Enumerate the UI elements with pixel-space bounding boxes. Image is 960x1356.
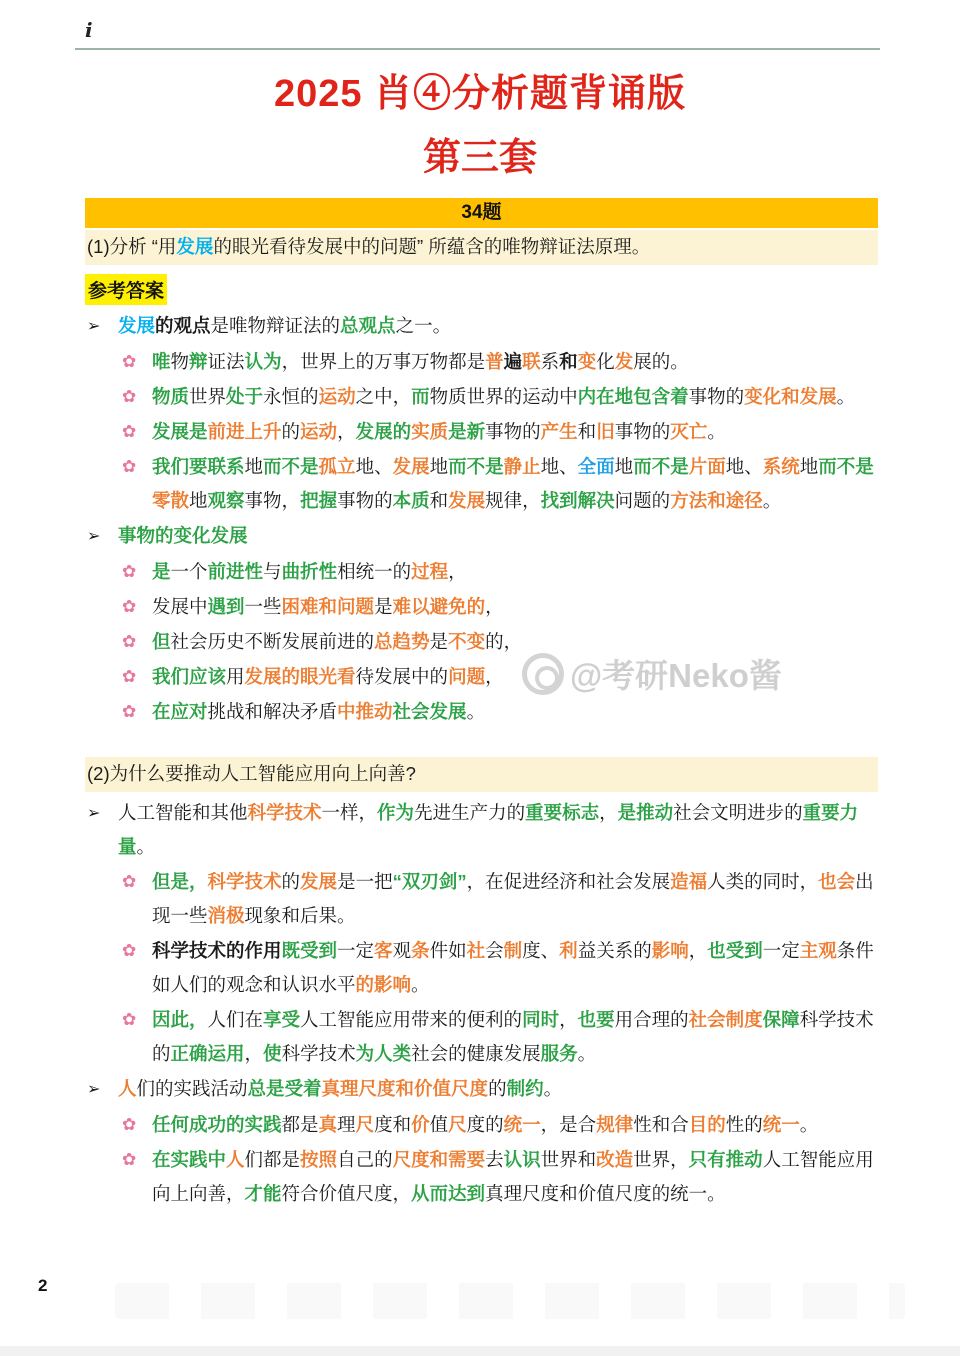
text-segment: 而不是	[818, 456, 874, 477]
text-segment: 事物的变化发展	[118, 525, 248, 546]
text-segment: 找到解决	[540, 490, 615, 511]
text-segment: 理	[337, 1114, 356, 1135]
text-segment: 因此，	[152, 1009, 208, 1030]
text-segment: 享受	[263, 1009, 301, 1030]
text-segment: 发展的眼光看	[244, 666, 356, 687]
text-segment: 地	[244, 456, 264, 477]
text-segment: 是	[152, 561, 171, 582]
text-segment: 社会发展	[392, 701, 467, 722]
text-segment: 发展	[300, 871, 338, 892]
text-segment: 真理尺度和价值尺度的统一。	[485, 1183, 726, 1204]
text-segment: 运动	[300, 421, 338, 442]
answer-text	[152, 590, 878, 624]
text-segment: 科学技术的	[152, 1009, 874, 1064]
text-segment: 一定	[762, 940, 800, 961]
text-segment: 会	[485, 940, 504, 961]
text-segment: 但	[152, 631, 171, 652]
text-segment: 新	[466, 421, 486, 442]
text-segment: 零散	[152, 490, 190, 511]
text-segment: 。	[543, 1078, 563, 1099]
text-segment: 的	[281, 871, 301, 892]
text-segment: 事物的	[688, 386, 745, 407]
answer-text	[118, 309, 878, 343]
text-segment: 作为	[377, 802, 415, 823]
answer-text	[152, 660, 878, 694]
text-segment: ，	[599, 802, 618, 823]
flower-bullet-icon: ✿	[122, 597, 137, 616]
text-segment: 把握	[300, 490, 338, 511]
answer-point-sub	[122, 625, 878, 659]
flower-bullet-icon: ✿	[122, 352, 137, 371]
text-segment: 而不是	[263, 456, 319, 477]
flower-bullet-icon: ✿	[122, 387, 137, 406]
text-segment: 待发展中的	[355, 666, 449, 687]
text-segment: 才能	[244, 1183, 282, 1204]
text-segment: 性的	[725, 1114, 763, 1135]
text-segment: 认为	[244, 351, 282, 372]
answer-text	[152, 625, 878, 659]
text-segment: 问题的	[614, 490, 671, 511]
flower-bullet-icon: ✿	[122, 1010, 137, 1029]
text-segment: (2)为什么要推动人工智能应用向上向善?	[87, 763, 416, 784]
text-segment: 观	[392, 940, 412, 961]
answer-point-main	[87, 796, 878, 864]
question-1-prompt	[85, 230, 878, 265]
text-segment: 都是	[281, 1114, 319, 1135]
text-segment: 实质	[411, 421, 449, 442]
text-segment: 规律，	[485, 490, 541, 511]
answer-text	[152, 555, 878, 589]
text-segment: 益关系的	[577, 940, 652, 961]
answer-point-sub	[122, 660, 878, 694]
text-segment: 也受到	[707, 940, 763, 961]
text-segment: 唯	[152, 351, 171, 372]
flower-bullet-icon: ✿	[122, 941, 137, 960]
text-segment: 地	[189, 490, 208, 511]
text-segment: 制约	[506, 1078, 544, 1099]
text-segment: 同时	[522, 1009, 560, 1030]
answer-text	[152, 345, 878, 379]
answer-text	[152, 450, 878, 518]
text-segment: 人	[118, 1078, 137, 1099]
answer-text	[152, 1003, 878, 1071]
text-segment: 问题	[448, 666, 486, 687]
text-segment: 也要	[577, 1009, 615, 1030]
text-segment: 而	[411, 386, 430, 407]
text-segment: 影响	[651, 940, 689, 961]
text-segment: 运动	[318, 386, 356, 407]
text-segment: 地	[614, 456, 634, 477]
text-segment: ，	[559, 1009, 578, 1030]
answer-point-sub	[122, 934, 878, 1002]
answer-point-sub	[122, 1108, 878, 1142]
text-segment: 的眼光看待发展中的问题” 所蕴含的唯物辩证法原理。	[213, 236, 651, 257]
page-subtitle: 第三套	[422, 137, 537, 179]
answer-point-sub	[122, 555, 878, 589]
flower-bullet-icon: ✿	[122, 422, 137, 441]
text-segment: 的，	[485, 631, 523, 652]
text-segment: 制	[503, 940, 523, 961]
text-segment: 也会	[818, 871, 856, 892]
text-segment: 的	[281, 421, 301, 442]
text-segment: 。	[136, 836, 156, 857]
text-segment: 遍	[503, 351, 523, 372]
text-segment: 科学技术	[247, 802, 322, 823]
text-segment: 自己的	[337, 1149, 393, 1170]
text-segment: 先进生产力的	[414, 802, 526, 823]
text-segment: 方法和途径	[670, 490, 763, 511]
text-segment: 们都是	[244, 1149, 301, 1170]
text-segment: 的影响	[355, 974, 412, 995]
text-segment: 发展	[118, 315, 156, 336]
text-segment: 人工智能和其他	[118, 802, 248, 823]
header-divider	[75, 48, 880, 50]
flower-bullet-icon: ✿	[122, 1150, 137, 1169]
text-segment: 化	[596, 351, 615, 372]
text-segment: 从而达到	[411, 1183, 486, 1204]
text-segment: 度、	[522, 940, 560, 961]
answer-text	[152, 865, 878, 933]
text-segment: 造福	[670, 871, 708, 892]
flower-bullet-icon: ✿	[122, 872, 137, 891]
arrow-bullet-icon: ➢	[87, 528, 101, 545]
text-segment: 发展是	[152, 421, 208, 442]
text-segment: 是	[429, 631, 449, 652]
text-segment: 中推动	[337, 701, 393, 722]
text-segment: 目的	[688, 1114, 726, 1135]
text-segment: 认识	[503, 1149, 541, 1170]
text-segment: 为人类	[355, 1043, 412, 1064]
text-segment: 是唯物辩证法的	[210, 315, 341, 336]
answer-text	[118, 1072, 878, 1106]
answer-point-sub	[122, 1003, 878, 1071]
text-segment: 发展的	[355, 421, 412, 442]
text-segment: 主观	[799, 940, 837, 961]
text-segment: 符合价值尺度，	[281, 1183, 412, 1204]
answer-point-main	[87, 1072, 878, 1107]
text-segment: 。	[762, 490, 782, 511]
text-segment: 地	[429, 456, 449, 477]
text-segment: 世界和	[540, 1149, 597, 1170]
text-segment: 科学技术	[281, 1043, 356, 1064]
text-segment: 和	[559, 351, 578, 372]
answer-point-sub	[122, 590, 878, 624]
text-segment: 前进上升	[207, 421, 282, 442]
text-segment: 度的	[466, 1114, 504, 1135]
text-segment: 过程	[411, 561, 449, 582]
text-segment: 世界	[189, 386, 227, 407]
flower-bullet-icon: ✿	[122, 562, 137, 581]
text-segment: 社会历史不断发展前进的	[170, 631, 375, 652]
text-segment: 处于	[226, 386, 264, 407]
text-segment: 和	[429, 490, 449, 511]
text-segment: ，	[337, 421, 356, 442]
text-segment: 总是受着	[247, 1078, 322, 1099]
answer-point-main	[87, 309, 878, 344]
text-segment: 发展	[176, 236, 214, 257]
text-segment: 条	[411, 940, 430, 961]
text-segment: 既受到	[281, 940, 338, 961]
answer-text	[152, 695, 878, 729]
text-segment: 规律	[596, 1114, 634, 1135]
text-segment: 社会的健康发展	[411, 1043, 541, 1064]
text-segment: 辩	[189, 351, 208, 372]
text-segment: 度和	[374, 1114, 412, 1135]
answer-text	[118, 796, 878, 864]
text-segment: 在应对	[152, 701, 208, 722]
text-segment: 我们要联系	[152, 456, 245, 477]
text-segment: 遇到	[207, 596, 245, 617]
text-segment: 发	[614, 351, 634, 372]
text-segment: 永恒的	[263, 386, 319, 407]
question-2-prompt	[85, 757, 878, 792]
text-segment: 尺度和需要	[392, 1149, 486, 1170]
text-segment: 发展	[392, 456, 430, 477]
text-segment: 是推动	[617, 802, 674, 823]
text-segment: 。	[466, 701, 486, 722]
text-segment: 内在地包含着	[577, 386, 689, 407]
text-segment: ，	[448, 561, 467, 582]
text-segment: 总观点	[340, 315, 396, 336]
text-segment: 只有推动	[688, 1149, 763, 1170]
text-segment: 任何成功的实践	[152, 1114, 282, 1135]
text-segment: 科学技术	[207, 871, 282, 892]
flower-bullet-icon: ✿	[122, 667, 137, 686]
text-segment: 物质	[152, 386, 190, 407]
text-segment: 社会文明进步的	[673, 802, 803, 823]
text-segment: 。	[707, 421, 726, 442]
text-segment: 是一把	[337, 871, 393, 892]
answer-text	[152, 1108, 878, 1142]
flower-bullet-icon: ✿	[122, 632, 137, 651]
text-segment: 。	[799, 1114, 819, 1135]
page-number: 2	[38, 1276, 48, 1295]
text-segment: 按照	[300, 1149, 338, 1170]
text-segment: 地、	[725, 456, 763, 477]
text-segment: 系	[540, 351, 560, 372]
text-segment: 事物的	[485, 421, 541, 442]
text-segment: 物质世界的运动中	[429, 386, 578, 407]
flower-bullet-icon: ✿	[122, 1115, 137, 1134]
text-segment: 是	[374, 596, 393, 617]
text-segment: 与	[263, 561, 282, 582]
text-segment: 真	[318, 1114, 338, 1135]
text-segment: ，	[688, 940, 708, 961]
text-segment: 事物的	[337, 490, 393, 511]
answer-point-sub	[122, 1143, 878, 1211]
text-segment: 去	[485, 1149, 504, 1170]
question-1-answer-list	[85, 309, 878, 729]
text-segment: 变化和发展	[744, 386, 837, 407]
answer-point-sub	[122, 345, 878, 379]
text-segment: 和	[577, 421, 597, 442]
text-segment: 发展中	[152, 596, 208, 617]
text-segment: ，世界上的万事万物都是	[281, 351, 486, 372]
question-number-banner: 34题	[85, 198, 878, 228]
watermark-text: @考研Neko酱	[570, 657, 782, 694]
text-segment: 孤立	[318, 456, 356, 477]
page-bottom-edge	[0, 1346, 960, 1356]
text-segment: 出现一些	[152, 871, 874, 926]
text-segment: 尺	[355, 1114, 375, 1135]
answer-point-sub	[122, 450, 878, 518]
text-segment: 值	[429, 1114, 449, 1135]
text-segment: 而不是	[448, 456, 504, 477]
answer-point-main	[87, 519, 878, 554]
text-segment: 普	[485, 351, 504, 372]
answer-point-sub	[122, 380, 878, 414]
reference-answer-label: 参考答案	[85, 274, 167, 305]
text-segment: 一定	[337, 940, 375, 961]
text-segment: 物	[170, 351, 190, 372]
text-segment: 利	[559, 940, 578, 961]
text-segment: 的观点	[155, 315, 211, 336]
flower-bullet-icon: ✿	[122, 457, 137, 476]
text-segment: 挑战和解决矛盾	[207, 701, 338, 722]
text-segment: (1)分析 “用	[87, 236, 177, 257]
text-segment: 科学技术的作用	[152, 940, 282, 961]
footer-ghost-watermark	[115, 1283, 905, 1319]
text-segment: 价	[411, 1114, 430, 1135]
text-segment: 重要力量	[118, 802, 859, 857]
answer-text	[152, 380, 878, 414]
text-segment: ，在促进经济和社会发展	[466, 871, 671, 892]
text-segment: 正确运用	[170, 1043, 245, 1064]
arrow-bullet-icon: ➢	[87, 1081, 101, 1098]
text-segment: 系统	[762, 456, 800, 477]
text-segment: 真理尺度和价值尺度	[321, 1078, 489, 1099]
text-segment: 观察	[207, 490, 245, 511]
text-segment: 地、	[355, 456, 393, 477]
text-segment: 在实践中	[152, 1149, 227, 1170]
answer-text	[118, 519, 878, 553]
text-segment: 客	[374, 940, 393, 961]
text-segment: 本质	[392, 490, 430, 511]
text-segment: “双刃剑”	[392, 871, 467, 892]
answer-point-sub	[122, 695, 878, 729]
text-segment: 但是，	[152, 871, 208, 892]
text-segment: 使	[263, 1043, 282, 1064]
text-segment: 展的。	[633, 351, 689, 372]
text-segment: 相统一的	[337, 561, 412, 582]
text-segment: 社会制度	[688, 1009, 763, 1030]
text-segment: 重要标志	[525, 802, 600, 823]
text-segment: 现象和后果。	[244, 905, 356, 926]
text-segment: 保障	[762, 1009, 800, 1030]
text-segment: ，是合	[540, 1114, 597, 1135]
text-segment: 一样，	[321, 802, 378, 823]
text-segment: 曲折性	[281, 561, 338, 582]
text-segment: 而不是	[633, 456, 689, 477]
text-segment: 事物的	[614, 421, 671, 442]
text-segment: 不变	[448, 631, 486, 652]
text-segment: 产生	[540, 421, 578, 442]
text-segment: 是	[448, 421, 467, 442]
arrow-bullet-icon: ➢	[87, 318, 101, 335]
text-segment: ，	[485, 596, 504, 617]
text-segment: 用合理的	[614, 1009, 689, 1030]
text-segment: 证法	[207, 351, 245, 372]
text-segment: 统一	[762, 1114, 800, 1135]
question-2-answer-list	[85, 796, 878, 1211]
text-segment: 一些	[244, 596, 282, 617]
text-segment: 一个	[170, 561, 208, 582]
text-segment: 。	[411, 974, 430, 995]
answer-text	[152, 415, 878, 449]
text-segment: 们的实践活动	[136, 1078, 248, 1099]
text-segment: ，	[485, 666, 504, 687]
text-segment: 人类的同时，	[707, 871, 819, 892]
text-segment: 性和合	[633, 1114, 689, 1135]
text-segment: 难以避免的	[392, 596, 486, 617]
text-segment: 总趋势	[374, 631, 430, 652]
text-segment: 人工智能应用带来的便利的	[300, 1009, 523, 1030]
text-segment: 改造	[596, 1149, 634, 1170]
text-segment: 用	[226, 666, 245, 687]
text-segment: 灭亡	[670, 421, 708, 442]
text-segment: 事物，	[244, 490, 301, 511]
text-segment: 统一	[503, 1114, 541, 1135]
text-segment: 前进性	[207, 561, 264, 582]
arrow-bullet-icon: ➢	[87, 805, 101, 822]
text-segment: 静止	[503, 456, 541, 477]
text-segment: 联	[522, 351, 541, 372]
text-segment: 旧	[596, 421, 615, 442]
text-segment: 片面	[688, 456, 726, 477]
text-segment: 件如	[429, 940, 467, 961]
text-segment: 地、	[540, 456, 578, 477]
page-title: 2025 肖④分析题背诵版	[273, 73, 687, 115]
text-segment: 地	[799, 456, 819, 477]
text-segment: 困难和问题	[281, 596, 375, 617]
text-segment: 社	[466, 940, 486, 961]
text-segment: 人们在	[207, 1009, 264, 1030]
text-segment: 之一。	[395, 315, 452, 336]
text-segment: 发展	[448, 490, 486, 511]
content-area	[0, 198, 960, 1211]
text-segment: 。	[577, 1043, 597, 1064]
text-segment: 人	[226, 1149, 245, 1170]
text-segment: 我们应该	[152, 666, 227, 687]
text-segment: 变	[577, 351, 597, 372]
text-segment: 人工智能应用向上向善，	[152, 1149, 874, 1204]
text-segment: 条件如人们的观念和认识水平	[152, 940, 874, 995]
answer-point-sub	[122, 865, 878, 933]
text-segment: ，	[244, 1043, 264, 1064]
text-segment: 消极	[207, 905, 245, 926]
answer-point-sub	[122, 415, 878, 449]
text-segment: 的	[488, 1078, 507, 1099]
text-segment: 尺	[448, 1114, 467, 1135]
text-segment: 。	[836, 386, 856, 407]
answer-text	[152, 934, 878, 1002]
text-segment: 世界，	[633, 1149, 689, 1170]
flower-bullet-icon: ✿	[122, 702, 137, 721]
header-mark: i	[85, 18, 93, 42]
answer-text	[152, 1143, 878, 1211]
text-segment: 全面	[577, 456, 615, 477]
text-segment: 之中，	[355, 386, 412, 407]
text-segment: 服务	[540, 1043, 578, 1064]
